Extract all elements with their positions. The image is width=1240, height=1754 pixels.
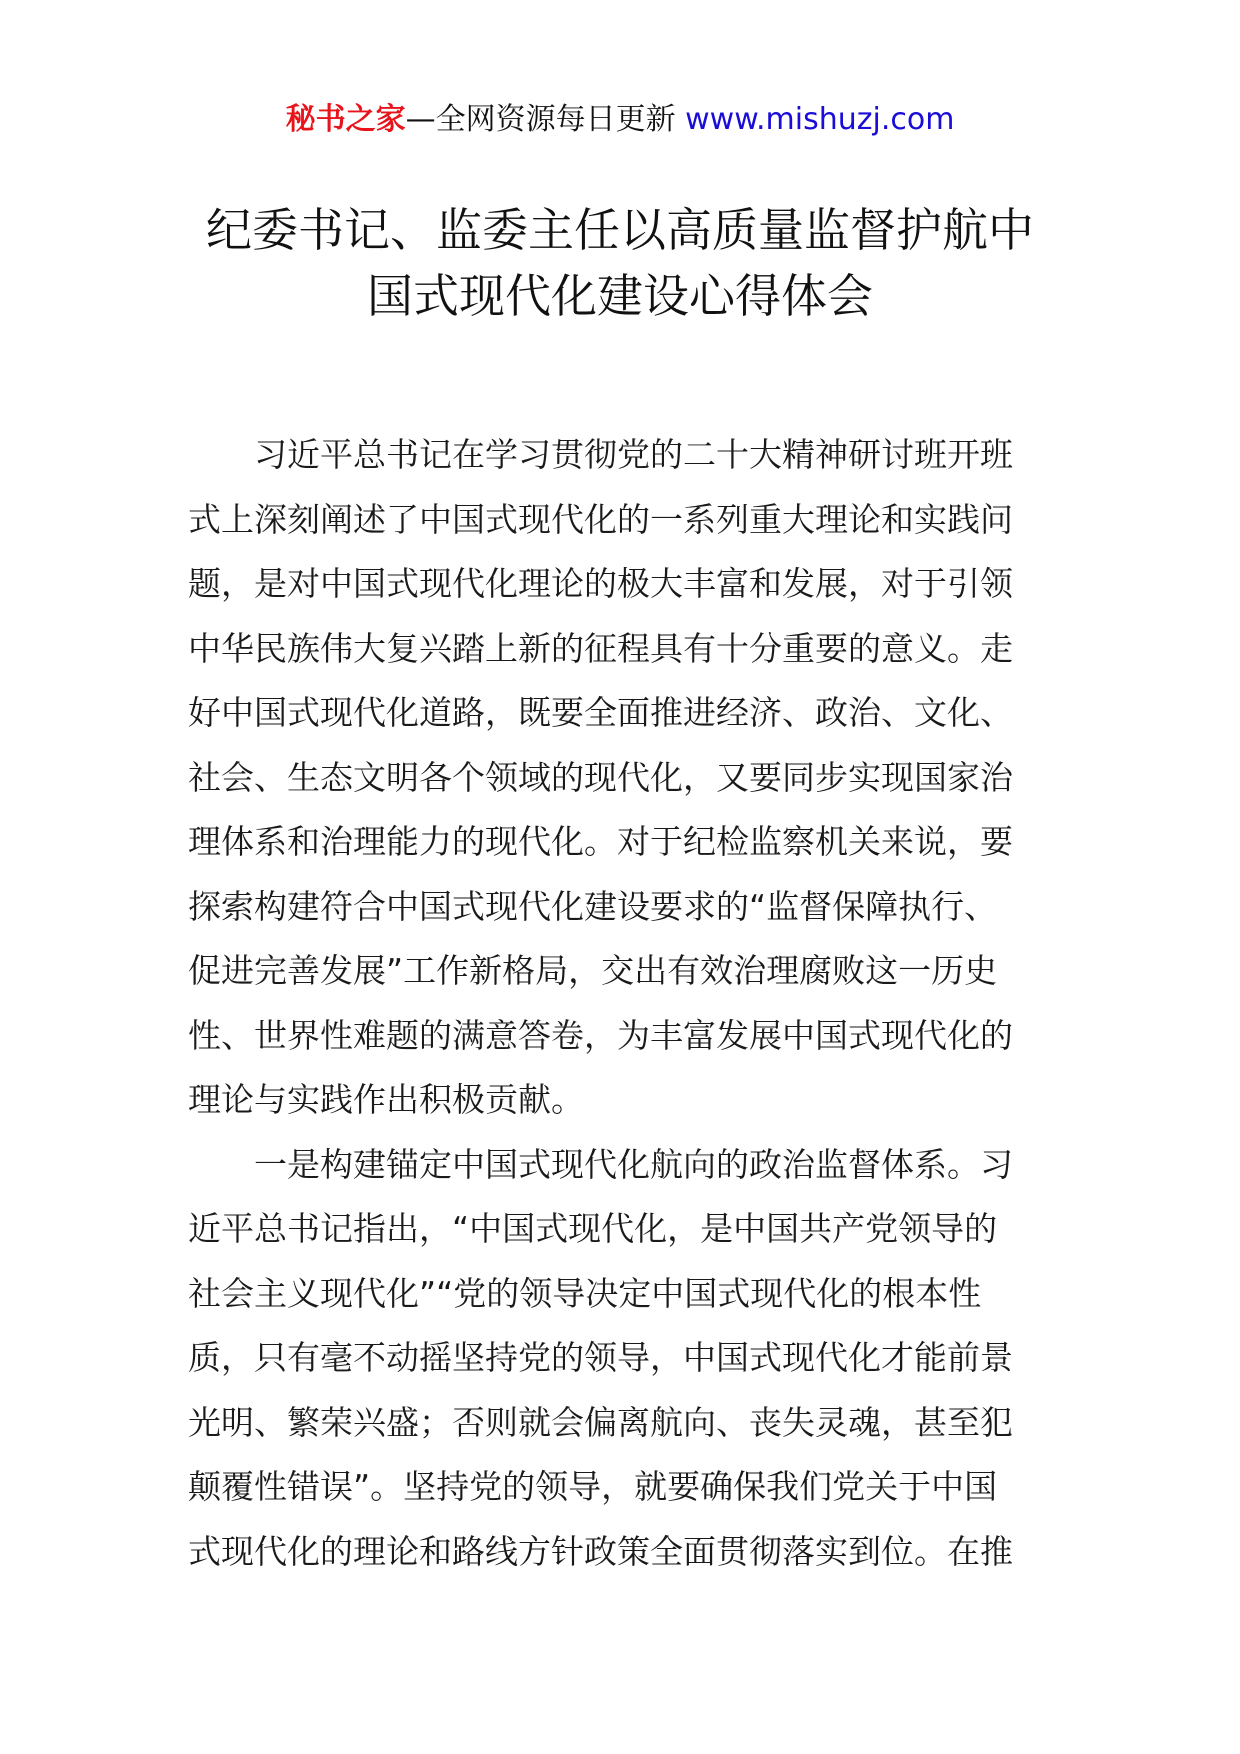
text-line: 题，是对中国式现代化理论的极大丰富和发展，对于引领 [188,564,1013,603]
text-line: 近平总书记指出，“中国式现代化，是中国共产党领导的 [188,1209,998,1248]
site-url-link[interactable]: www.mishuzj.com [685,102,955,137]
text-line: 促进完善发展”工作新格局，交出有效治理腐败这一历史 [188,951,998,990]
text-line: 中华民族伟大复兴踏上新的征程具有十分重要的意义。走 [188,628,1013,668]
paragraph-section-one [188,1133,1050,1585]
text-line: 社会、生态文明各个领域的现代化，又要同步实现国家治 [188,757,1013,797]
title-line-2: 国式现代化建设心得体会 [367,269,873,323]
text-line: 一是构建锚定中国式现代化航向的政治监督体系。习 [254,1144,1013,1184]
text-line: 探索构建符合中国式现代化建设要求的“监督保障执行、 [188,886,998,926]
brand-name: 秘书之家 [285,102,406,137]
text-line: 社会主义现代化”“党的领导决定中国式现代化的根本性 [188,1273,982,1313]
text-line: 式现代化的理论和路线方针政策全面贯彻落实到位。在推 [188,1531,1013,1571]
text-line: 理论与实践作出积极贡献。 [188,1080,584,1119]
title-line-1: 纪委书记、监委主任以高质量监督护航中 [206,203,1034,257]
header-tagline: —全网资源每日更新 [405,102,686,137]
text-line: 好中国式现代化道路，既要全面推进经济、政治、文化、 [188,693,1013,732]
text-line: 性、世界性难题的满意答卷，为丰富发展中国式现代化的 [188,1015,1013,1055]
text-line: 式上深刻阐述了中国式现代化的一系列重大理论和实践问 [188,499,1013,539]
document-title [180,197,1060,329]
site-header [0,100,1240,140]
text-line: 质，只有毫不动摇坚持党的领导，中国式现代化才能前景 [188,1338,1013,1377]
document-body [188,423,1050,1584]
text-line: 光明、繁荣兴盛；否则就会偏离航向、丧失灵魂，甚至犯 [188,1402,1013,1442]
text-line: 颠覆性错误”。坚持党的领导，就要确保我们党关于中国 [188,1467,998,1506]
text-line: 理体系和治理能力的现代化。对于纪检监察机关来说，要 [188,822,1013,861]
text-line: 习近平总书记在学习贯彻党的二十大精神研讨班开班 [254,435,1013,474]
paragraph-intro [188,423,1050,1133]
